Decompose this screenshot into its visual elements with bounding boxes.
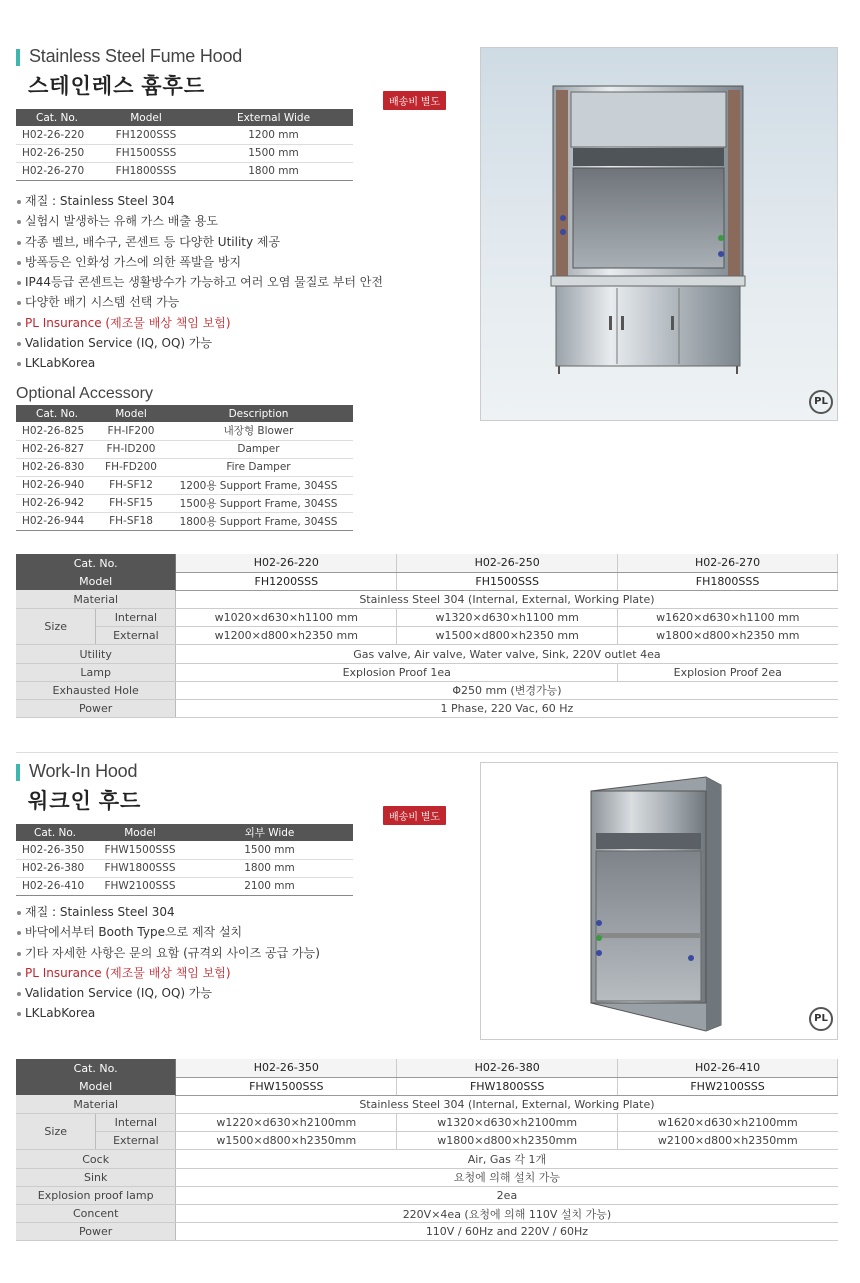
- table-row: [16, 859, 353, 877]
- table-row: [16, 700, 838, 718]
- table-row: [16, 1132, 838, 1150]
- cell-desc: Fire Damper: [164, 458, 353, 476]
- table-row: [16, 609, 838, 627]
- fume-hood-title-en: Stainless Steel Fume Hood: [29, 46, 243, 66]
- cell-cat: H02-26-270: [16, 162, 98, 180]
- spec-material: Stainless Steel 304 (Internal, External, Working Plate): [176, 1095, 838, 1113]
- list-item: 실험시 발생하는 유해 가스 배출 용도: [16, 211, 383, 231]
- spec-external: w2100×d800×h2350mm: [618, 1132, 838, 1150]
- spec-concent-label: Concent: [16, 1205, 176, 1223]
- spec-cat-label: Cat. No.: [16, 1059, 176, 1077]
- fume-hood-features: [16, 191, 383, 374]
- spec-cat: H02-26-220: [176, 554, 397, 572]
- table-row: [16, 590, 838, 608]
- cell-desc: 1500용 Support Frame, 304SS: [164, 494, 353, 512]
- col-cat-no: Cat. No.: [16, 824, 94, 841]
- spec-hole-label: Exhausted Hole: [16, 681, 176, 699]
- fume-hood-models-table: [16, 109, 353, 181]
- table-row: [16, 877, 353, 895]
- pl-mark-icon: PL: [809, 1007, 833, 1031]
- spec-power: 1 Phase, 220 Vac, 60 Hz: [176, 700, 838, 718]
- section-divider: [16, 752, 838, 753]
- cell-model: FHW1500SSS: [94, 841, 186, 859]
- spec-material: Stainless Steel 304 (Internal, External, Working Plate): [176, 590, 838, 608]
- accessory-table: [16, 405, 353, 531]
- spec-internal: w1320×d630×h1100 mm: [397, 609, 618, 627]
- col-cat-no: Cat. No.: [16, 405, 98, 422]
- spec-lamp: 2ea: [176, 1186, 838, 1204]
- fume-hood-illustration: [481, 48, 837, 420]
- cell-cat: H02-26-380: [16, 859, 94, 877]
- cell-wide: 1800 mm: [186, 859, 353, 877]
- spec-external: w1500×d800×h2350mm: [176, 1132, 397, 1150]
- table-row: [16, 1114, 838, 1132]
- table-row: [16, 494, 353, 512]
- spec-cat: H02-26-250: [397, 554, 618, 572]
- cell-cat: H02-26-825: [16, 422, 98, 440]
- table-row: [16, 126, 353, 144]
- spec-cock-label: Cock: [16, 1150, 176, 1168]
- cell-model: FH1200SSS: [98, 126, 194, 144]
- col-external-wide: External Wide: [194, 109, 353, 126]
- cell-model: FH-FD200: [98, 458, 164, 476]
- cell-cat: H02-26-410: [16, 877, 94, 895]
- spec-internal-label: Internal: [96, 1114, 176, 1132]
- spec-model-label: Model: [16, 572, 176, 590]
- cell-model: FH1500SSS: [98, 144, 194, 162]
- spec-internal: w1620×d630×h2100mm: [618, 1114, 838, 1132]
- spec-lamp: Explosion Proof 1ea: [176, 663, 618, 681]
- cell-wide: 1500 mm: [186, 841, 353, 859]
- col-model: Model: [94, 824, 186, 841]
- spec-material-label: Material: [16, 590, 176, 608]
- spec-internal: w1320×d630×h2100mm: [397, 1114, 618, 1132]
- spec-internal: w1220×d630×h2100mm: [176, 1114, 397, 1132]
- spec-lamp-label: Lamp: [16, 663, 176, 681]
- spec-sink: 요청에 의해 설치 가능: [176, 1168, 838, 1186]
- work-in-hood-spec-table: [16, 1059, 838, 1241]
- spec-utility-label: Utility: [16, 645, 176, 663]
- fume-hood-photo: [480, 47, 838, 421]
- list-item: Validation Service (IQ, OQ) 가능: [16, 333, 383, 353]
- cell-model: FH-SF12: [98, 476, 164, 494]
- spec-cat: H02-26-270: [618, 554, 838, 572]
- list-item: 재질 : Stainless Steel 304: [16, 902, 320, 922]
- section-title-bar: [16, 49, 20, 66]
- work-in-hood-models-table: [16, 824, 353, 896]
- section-title-bar: [16, 764, 20, 781]
- spec-lamp-label: Explosion proof lamp: [16, 1186, 176, 1204]
- cell-model: FH1800SSS: [98, 162, 194, 180]
- cell-model: FH-ID200: [98, 440, 164, 458]
- work-in-hood-title-ko: 워크인 후드: [28, 790, 142, 813]
- spec-external-label: External: [96, 1132, 176, 1150]
- spec-model: FH1500SSS: [397, 572, 618, 590]
- spec-model: FH1200SSS: [176, 572, 397, 590]
- spec-model: FH1800SSS: [618, 572, 838, 590]
- table-row: [16, 458, 353, 476]
- list-item: Validation Service (IQ, OQ) 가능: [16, 983, 320, 1003]
- work-in-hood-illustration: [481, 763, 837, 1039]
- spec-external: w1800×d800×h2350 mm: [618, 627, 838, 645]
- cell-cat: H02-26-250: [16, 144, 98, 162]
- list-item: IP44등급 콘센트는 생활방수가 가능하고 여러 오염 물질로 부터 안전: [16, 272, 383, 292]
- work-in-hood-features: [16, 902, 320, 1024]
- fume-hood-spec-table: [16, 554, 838, 718]
- spec-concent: 220V×4ea (요청에 의해 110V 설치 가능): [176, 1205, 838, 1223]
- table-row: [16, 663, 838, 681]
- table-row: [16, 681, 838, 699]
- spec-internal: w1020×d630×h1100 mm: [176, 609, 397, 627]
- shipping-badge: 배송비 별도: [383, 91, 446, 110]
- work-in-hood-title-en: Work-In Hood: [29, 761, 138, 781]
- spec-material-label: Material: [16, 1095, 176, 1113]
- table-row: [16, 422, 353, 440]
- cell-model: FHW1800SSS: [94, 859, 186, 877]
- spec-model: FHW2100SSS: [618, 1077, 838, 1095]
- table-row: [16, 476, 353, 494]
- table-row: [16, 1223, 838, 1241]
- spec-hole: Φ250 mm (변경가능): [176, 681, 838, 699]
- spec-cat-label: Cat. No.: [16, 554, 176, 572]
- spec-size-label: Size: [16, 609, 96, 645]
- spec-sink-label: Sink: [16, 1168, 176, 1186]
- table-row: [16, 512, 353, 530]
- spec-external-label: External: [96, 627, 176, 645]
- table-row: [16, 440, 353, 458]
- cell-wide: 1800 mm: [194, 162, 353, 180]
- table-row: [16, 162, 353, 180]
- spec-lamp: Explosion Proof 2ea: [618, 663, 838, 681]
- col-model: Model: [98, 405, 164, 422]
- list-item: LKLabKorea: [16, 353, 383, 373]
- spec-utility: Gas valve, Air valve, Water valve, Sink, 220V outlet 4ea: [176, 645, 838, 663]
- table-row: [16, 1168, 838, 1186]
- cell-cat: H02-26-827: [16, 440, 98, 458]
- cell-model: FHW2100SSS: [94, 877, 186, 895]
- cell-wide: 2100 mm: [186, 877, 353, 895]
- pl-mark-icon: PL: [809, 390, 833, 414]
- spec-power-label: Power: [16, 1223, 176, 1241]
- spec-internal: w1620×d630×h1100 mm: [618, 609, 838, 627]
- table-row: [16, 841, 353, 859]
- table-row: [16, 1186, 838, 1204]
- shipping-badge: 배송비 별도: [383, 806, 446, 825]
- col-model: Model: [98, 109, 194, 126]
- cell-desc: 1200용 Support Frame, 304SS: [164, 476, 353, 494]
- work-in-hood-photo: [480, 762, 838, 1040]
- table-row: [16, 645, 838, 663]
- col-cat-no: Cat. No.: [16, 109, 98, 126]
- cell-cat: H02-26-220: [16, 126, 98, 144]
- spec-model: FHW1800SSS: [397, 1077, 618, 1095]
- list-item: 바닥에서부터 Booth Type으로 제작 설치: [16, 922, 320, 942]
- table-row: [16, 144, 353, 162]
- table-row: [16, 1205, 838, 1223]
- list-item: PL Insurance (제조물 배상 책임 보험): [16, 963, 320, 983]
- cell-cat: H02-26-940: [16, 476, 98, 494]
- spec-cock: Air, Gas 각 1개: [176, 1150, 838, 1168]
- fume-hood-title-ko: 스테인레스 흄후드: [28, 75, 206, 98]
- spec-internal-label: Internal: [96, 609, 176, 627]
- spec-external: w1500×d800×h2350 mm: [397, 627, 618, 645]
- list-item: 재질 : Stainless Steel 304: [16, 191, 383, 211]
- cell-desc: Damper: [164, 440, 353, 458]
- spec-external: w1200×d800×h2350 mm: [176, 627, 397, 645]
- spec-model-label: Model: [16, 1077, 176, 1095]
- list-item: PL Insurance (제조물 배상 책임 보험): [16, 313, 383, 333]
- cell-cat: H02-26-830: [16, 458, 98, 476]
- list-item: 각종 벨브, 배수구, 콘센트 등 다양한 Utility 제공: [16, 232, 383, 252]
- table-row: [16, 1150, 838, 1168]
- list-item: LKLabKorea: [16, 1003, 320, 1023]
- cell-model: FH-IF200: [98, 422, 164, 440]
- spec-cat: H02-26-410: [618, 1059, 838, 1077]
- cell-wide: 1200 mm: [194, 126, 353, 144]
- cell-desc: 1800용 Support Frame, 304SS: [164, 512, 353, 530]
- list-item: 다양한 배기 시스템 선택 가능: [16, 292, 383, 312]
- cell-model: FH-SF15: [98, 494, 164, 512]
- optional-accessory-title: Optional Accessory: [16, 385, 153, 402]
- cell-desc: 내장형 Blower: [164, 422, 353, 440]
- table-row: [16, 627, 838, 645]
- spec-size-label: Size: [16, 1114, 96, 1150]
- col-external-wide: 외부 Wide: [186, 824, 353, 841]
- spec-power: 110V / 60Hz and 220V / 60Hz: [176, 1223, 838, 1241]
- cell-cat: H02-26-942: [16, 494, 98, 512]
- table-row: [16, 1095, 838, 1113]
- cell-wide: 1500 mm: [194, 144, 353, 162]
- list-item: 기타 자세한 사항은 문의 요함 (규격외 사이즈 공급 가능): [16, 943, 320, 963]
- spec-cat: H02-26-380: [397, 1059, 618, 1077]
- spec-external: w1800×d800×h2350mm: [397, 1132, 618, 1150]
- cell-cat: H02-26-350: [16, 841, 94, 859]
- cell-model: FH-SF18: [98, 512, 164, 530]
- spec-power-label: Power: [16, 700, 176, 718]
- list-item: 방폭등은 인화성 가스에 의한 폭발을 방지: [16, 252, 383, 272]
- col-description: Description: [164, 405, 353, 422]
- cell-cat: H02-26-944: [16, 512, 98, 530]
- spec-model: FHW1500SSS: [176, 1077, 397, 1095]
- spec-cat: H02-26-350: [176, 1059, 397, 1077]
